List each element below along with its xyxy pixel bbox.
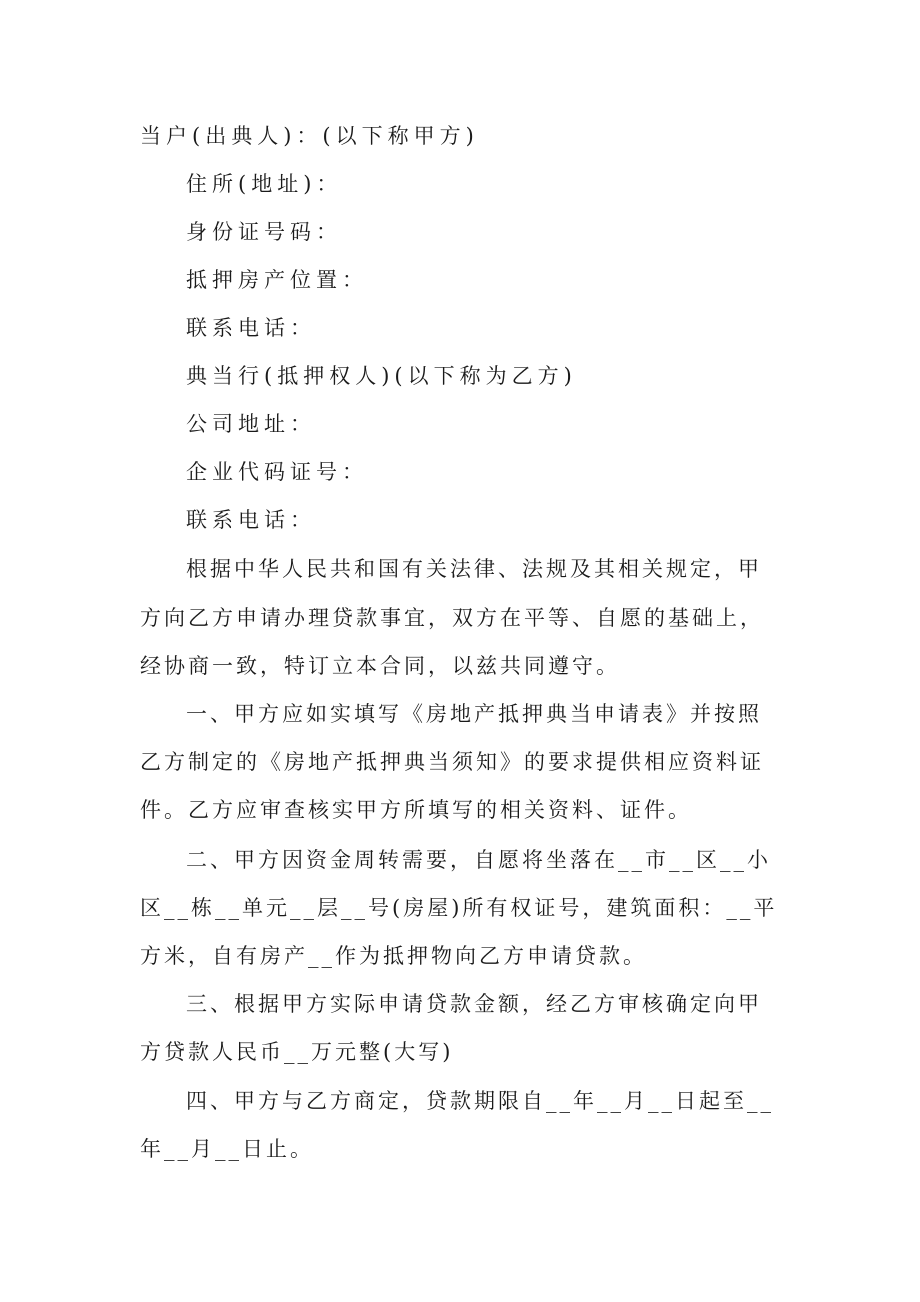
company-address-field: 公司地址： <box>186 412 316 436</box>
clause-2-line: 二、甲方因资金周转需要，自愿将坐落在__市__区__小 <box>186 848 771 872</box>
clause-2-line: 方米，自有房产__作为抵押物向乙方申请贷款。 <box>140 944 647 968</box>
party-a-heading: 当户(出典人)：(以下称甲方) <box>140 124 479 148</box>
clause-1-line: 一、甲方应如实填写《房地产抵押典当申请表》并按照 <box>186 702 762 726</box>
preamble-line: 方向乙方申请办理贷款事宜，双方在平等、自愿的基础上， <box>140 606 764 630</box>
party-a-id-number-field: 身份证号码： <box>186 220 342 244</box>
preamble-line: 根据中华人民共和国有关法律、法规及其相关规定，甲 <box>186 557 762 581</box>
party-b-heading: 典当行(抵押权人)(以下称为乙方) <box>186 364 577 388</box>
clause-1-line: 乙方制定的《房地产抵押典当须知》的要求提供相应资料证 <box>140 750 764 774</box>
clause-4-line: 年__月__日止。 <box>140 1137 314 1161</box>
party-a-phone-field: 联系电话： <box>186 316 316 340</box>
clause-2-line: 区__栋__单元__层__号(房屋)所有权证号，建筑面积：__平 <box>140 896 778 920</box>
property-location-field: 抵押房产位置： <box>186 268 368 292</box>
clause-4-line: 四、甲方与乙方商定，贷款期限自__年__月__日起至__ <box>186 1089 774 1113</box>
preamble-line: 经协商一致，特订立本合同，以兹共同遵守。 <box>140 654 620 678</box>
party-a-address-field: 住所(地址)： <box>186 172 343 196</box>
party-b-phone-field: 联系电话： <box>186 508 316 532</box>
clause-3-line: 三、根据甲方实际申请贷款金额，经乙方审核确定向甲 <box>186 992 762 1016</box>
clause-1-line: 件。乙方应审查核实甲方所填写的相关资料、证件。 <box>140 798 692 822</box>
enterprise-code-field: 企业代码证号： <box>186 460 368 484</box>
clause-3-line: 方贷款人民币__万元整(大写) <box>140 1040 454 1064</box>
